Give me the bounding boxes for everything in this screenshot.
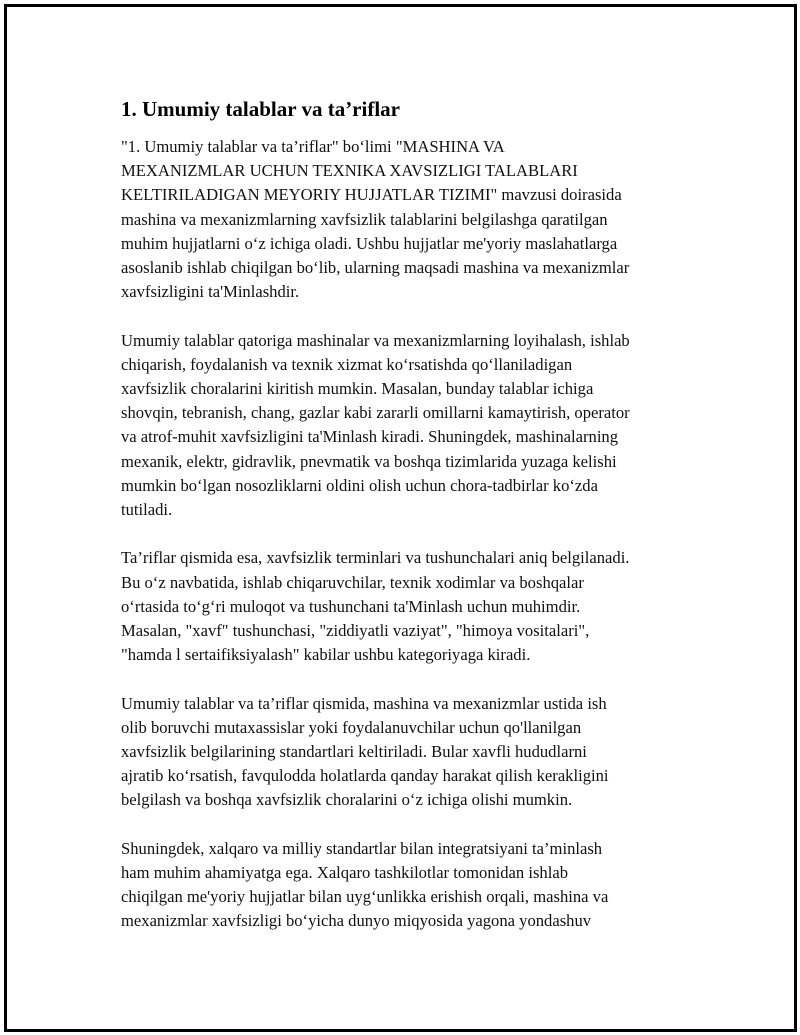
paragraph-safety-signs: Umumiy talablar va ta’riflar qismida, mashina va mexanizmlar ustida ish olib boruvchi mutaxassislar yoki foydalanuvchilar uchun qo'llanilgan xavfsizlik belgilarining standartlari keltiriladi. Bular xavfli hududlarni ajratib ko‘rsatish, favqulodda holatlarda qanday harakat qilish kerakligini belgilash va boshqa xavfsizlik choralarini o‘z ichiga olishi mumkin.	[121, 693, 609, 810]
document-body	[121, 96, 701, 958]
page-frame	[4, 4, 797, 1032]
paragraph-intro: "1. Umumiy talablar va ta’riflar" bo‘limi "MASHINA VA MEXANIZMLAR UCHUN TEXNIKA XAVSIZLIGI TALABLARI KELTIRILADIGAN MEYORIY HUJJATLAR TIZIMI" mavzusi doirasida mashina va mexanizmlarning xavfsizlik talablarini belgilashga qaratilgan muhim hujjatlarni o‘z ichiga oladi. Ushbu hujjatlar me'yoriy maslahatlarga asoslanib ishlab chiqilgan bo‘lib, ularning maqsadi mashina va mexanizmlar xavfsizligini ta'Minlashdir.	[121, 137, 630, 302]
paragraph-definitions: Ta’riflar qismida esa, xavfsizlik terminlari va tushunchalari aniq belgilanadi. Bu o‘z navbatida, ishlab chiqaruvchilar, texnik xodimlar va boshqalar o‘rtasida to‘g‘ri muloqot va tushunchani ta'Minlash uchun muhimdir. Masalan, "xavf" tushunchasi, "ziddiyatli vaziyat", "himoya vositalari", "hamda l sertaifiksiyalash" kabilar ushbu kategoriyaga kiradi.	[121, 548, 630, 665]
paragraph-standards-integration: Shuningdek, xalqaro va milliy standartlar bilan integratsiyani ta’minlash ham muhim ahamiyatga ega. Xalqaro tashkilotlar tomonidan ishlab chiqilgan me'yoriy hujjatlar bilan uyg‘unlikka erishish orqali, mashina va mexanizmlar xavfsizligi bo‘yicha dunyo miqyosida yagona yondashuv	[121, 838, 609, 931]
paragraph-general-requirements: Umumiy talablar qatoriga mashinalar va mexanizmlarning loyihalash, ishlab chiqarish, foydalanish va texnik xizmat ko‘rsatishda qo‘llaniladigan xavfsizlik choralarini kiritish mumkin. Masalan, bunday talablar ichiga shovqin, tebranish, chang, gazlar kabi zararli omillarni kamaytirish, operator va atrof-muhit xavfsizligini ta'Minlash kiradi. Shuningdek, mashinalarning mexanik, elektr, gidravlik, pnevmatik va boshqa tizimlarida yuzaga kelishi mumkin bo‘lgan nosozliklarni oldini olish uchun chora-tadbirlar ko‘zda tutiladi.	[121, 330, 630, 520]
section-heading: 1. Umumiy talablar va ta’riflar	[121, 97, 400, 121]
